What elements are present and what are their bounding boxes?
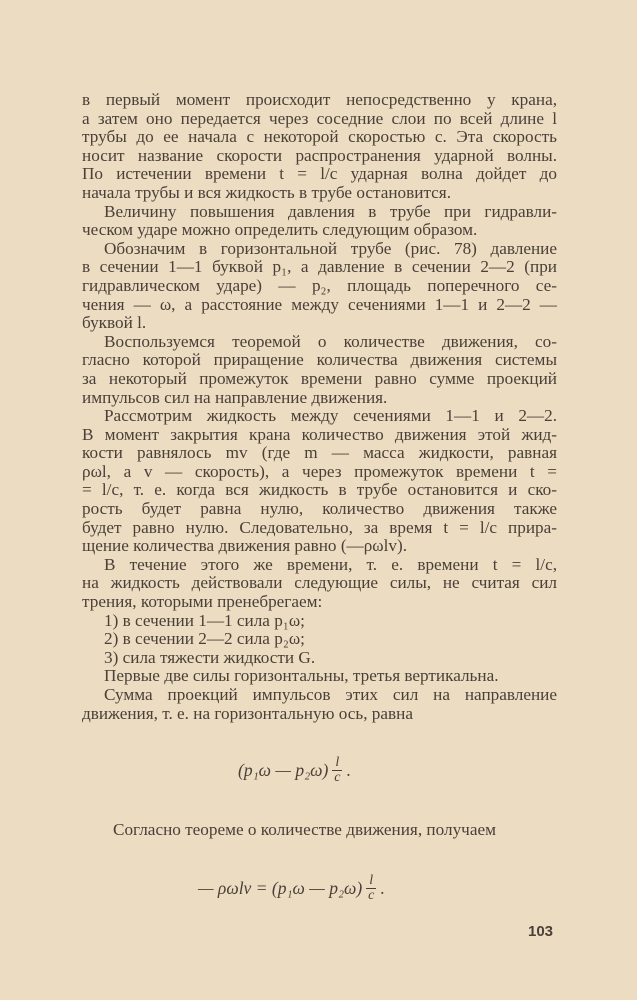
fraction-numerator: l [332,756,342,771]
paragraph [82,91,557,203]
text-line: в сечении 1—1 буквой p₁, а давление в сечении 2—2 (при [82,257,557,277]
text-line: Первые две силы горизонтальны, третья вертикальна. [104,666,499,686]
fraction-denominator: c [368,888,375,903]
paragraph [82,333,557,407]
text-line: будет равно нулю. Следовательно, за время t = l/c прира- [82,517,557,537]
paragraph [82,612,557,631]
text-line: буквой l. [82,313,147,333]
fraction-numerator: l [366,874,376,889]
formula-lhs: (p₁ω — p₂ω) [238,760,329,780]
formula-lhs: — ρωlv = (p₁ω — p₂ω) [198,878,363,898]
text-line: движения, т. е. на горизонтальную ось, равна [82,703,413,723]
paragraph [82,667,557,686]
text-line: трубы до ее начала с некоторой скоростью c. Эта скорость [82,127,557,147]
text-line: за некоторый промежуток времени равно сумме проекций [82,368,557,388]
paragraph [82,649,557,668]
text-line: щение количества движения равно (—ρωlv). [82,536,408,556]
text-line: начала трубы и вся жидкость в трубе остановится. [82,182,452,202]
text-line: ρωl, а v — скорость), а через промежуток времени t = [82,461,557,481]
text-line: Обозначим в горизонтальной трубе (рис. 78) давление [104,238,557,258]
paragraph [82,407,557,556]
text-line: 3) сила тяжести жидкости G. [104,647,316,667]
fraction [366,874,376,903]
text-line: а затем оно передается через соседние слои по всей длине l [82,108,557,128]
text-line: Сумма проекций импульсов этих сил на направление [104,685,557,704]
text-line: В момент закрытия крана количество движения этой жид- [82,424,557,444]
text-line: чения — ω, а расстояние между сечениями 1—1 и 2—2 — [82,294,557,314]
page-number: 103 [528,923,554,940]
text-line: импульсов сил на направление движения. [82,387,388,407]
formula-end: . [346,760,351,780]
text-line: Величину повышения давления в трубе при гидравли- [104,201,557,221]
text-line: в первый момент происходит непосредственно у крана, [82,90,557,109]
paragraph [82,203,557,240]
text-line: гласно которой приращение количества движения системы [82,350,557,370]
formula-end: . [380,878,385,898]
paragraph [82,240,557,333]
fraction-denominator: c [334,770,341,785]
statement-text: Согласно теореме о количестве движения, получаем [113,820,496,839]
text-line: на жидкость действовали следующие силы, не считая сил [82,573,557,593]
body-text [82,91,557,723]
paragraph [82,630,557,649]
paragraph [82,556,557,612]
formula-impulse [238,756,351,785]
text-line: Воспользуемся теоремой о количестве движения, со- [104,331,557,351]
text-line: рость будет равна нулю, количество движения также [82,499,557,519]
text-line: носит название скорости распространения ударной волны. [82,145,557,165]
fraction [332,756,342,785]
text-line: Рассмотрим жидкость между сечениями 1—1 и 2—2. [104,406,557,426]
text-line: = l/c, т. е. когда вся жидкость в трубе остановится и ско- [82,480,557,500]
text-line: кости равнялось mv (где m — масса жидкости, равная [82,443,557,463]
formula-momentum [198,874,385,903]
paragraph [82,686,557,723]
text-line: гидравлическом ударе) — p₂, площадь поперечного се- [82,275,557,295]
text-line: трения, которыми пренебрегаем: [82,592,323,612]
text-line: По истечении времени t = l/c ударная волна дойдет до [82,164,557,184]
text-line: ческом ударе можно определить следующим образом. [82,220,478,240]
text-line: В течение этого же времени, т. е. времени t = l/c, [104,554,557,574]
text-line: 1) в сечении 1—1 сила p₁ω; [104,610,305,630]
text-line: 2) в сечении 2—2 сила p₂ω; [104,629,305,649]
